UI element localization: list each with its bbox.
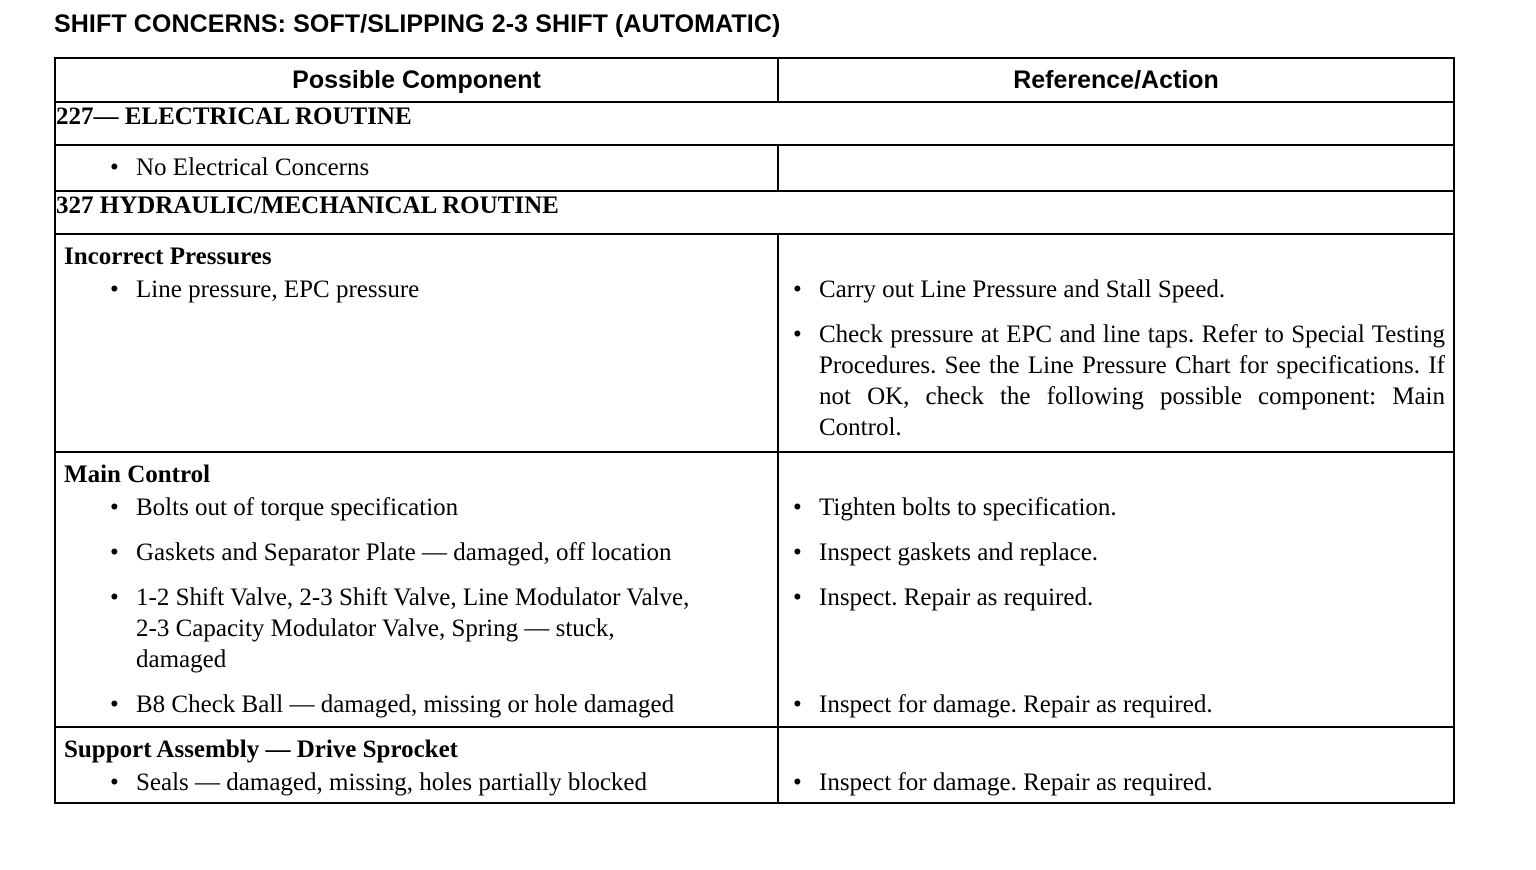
bullet-icon: • xyxy=(110,276,119,303)
component-text: Line pressure, EPC pressure xyxy=(136,276,420,303)
list-item xyxy=(779,582,1453,613)
component-cell xyxy=(55,452,778,727)
list-item xyxy=(56,492,777,523)
table-row xyxy=(55,145,1454,191)
action-text: Inspect for damage. Repair as required. xyxy=(819,691,1213,718)
list-item xyxy=(56,537,777,568)
table-row xyxy=(55,452,1454,727)
action-text: Inspect gaskets and replace. xyxy=(819,539,1099,566)
group-heading: Incorrect Pressures xyxy=(64,243,272,270)
action-cell xyxy=(778,234,1454,452)
list-item xyxy=(779,537,1453,568)
header-row xyxy=(55,58,1454,102)
bullet-icon: • xyxy=(793,691,802,718)
diagnostic-table xyxy=(54,57,1455,804)
action-text: Inspect. Repair as required. xyxy=(819,584,1094,611)
component-text: Bolts out of torque specification xyxy=(136,494,459,521)
component-cell xyxy=(55,727,778,803)
bullet-icon: • xyxy=(110,769,119,796)
group-heading: Main Control xyxy=(64,461,211,488)
bullet-icon: • xyxy=(793,494,802,521)
component-text: 1-2 Shift Valve, 2-3 Shift Valve, Line Modulator Valve, 2-3 Capacity Modulator Valve, Spring — stuck, damaged xyxy=(136,584,690,673)
list-item xyxy=(779,767,1453,798)
component-text: Seals — damaged, missing, holes partially blocked xyxy=(136,769,648,796)
component-text: B8 Check Ball — damaged, missing or hole damaged xyxy=(136,691,675,718)
action-cell xyxy=(778,145,1454,191)
list-item xyxy=(56,152,777,183)
section-electrical-routine: 227— ELECTRICAL ROUTINE xyxy=(55,102,1454,145)
component-text: No Electrical Concerns xyxy=(136,154,370,181)
section-row-electrical xyxy=(55,102,1454,145)
list-item xyxy=(779,492,1453,523)
component-cell xyxy=(55,145,778,191)
page-title: SHIFT CONCERNS: SOFT/SLIPPING 2-3 SHIFT (AUTOMATIC) xyxy=(54,10,781,38)
action-text: Check pressure at EPC and line taps. Refer to Special Testing Procedures. See the Line Pressure Chart for specifications. If not OK, check the following possible component: Main Control. xyxy=(819,321,1445,441)
bullet-icon: • xyxy=(110,584,119,611)
bullet-icon: • xyxy=(110,494,119,521)
action-text: Carry out Line Pressure and Stall Speed. xyxy=(819,276,1226,303)
group-heading: Support Assembly — Drive Sprocket xyxy=(64,736,459,763)
header-reference-action: Reference/Action xyxy=(778,58,1454,102)
bullet-icon: • xyxy=(793,539,802,566)
list-item xyxy=(56,767,777,798)
list-item xyxy=(56,582,777,675)
list-item xyxy=(56,689,777,720)
section-hydraulic-mechanical-routine: 327 HYDRAULIC/MECHANICAL ROUTINE xyxy=(55,191,1454,234)
bullet-icon: • xyxy=(110,691,119,718)
bullet-icon: • xyxy=(793,276,802,303)
list-item xyxy=(779,689,1453,720)
action-text: Tighten bolts to specification. xyxy=(819,494,1117,521)
table-row xyxy=(55,727,1454,803)
action-cell xyxy=(778,727,1454,803)
bullet-icon: • xyxy=(793,321,802,348)
component-cell xyxy=(55,234,778,452)
list-item xyxy=(56,274,777,305)
action-text: Inspect for damage. Repair as required. xyxy=(819,769,1213,796)
header-possible-component: Possible Component xyxy=(55,58,778,102)
list-item xyxy=(779,319,1453,443)
bullet-icon: • xyxy=(110,539,119,566)
list-item xyxy=(779,274,1453,305)
bullet-icon: • xyxy=(793,769,802,796)
table-row xyxy=(55,234,1454,452)
section-row-hydraulic xyxy=(55,191,1454,234)
bullet-icon: • xyxy=(793,584,802,611)
action-cell xyxy=(778,452,1454,727)
component-text: Gaskets and Separator Plate — damaged, off location xyxy=(136,539,672,566)
bullet-icon: • xyxy=(110,154,119,181)
